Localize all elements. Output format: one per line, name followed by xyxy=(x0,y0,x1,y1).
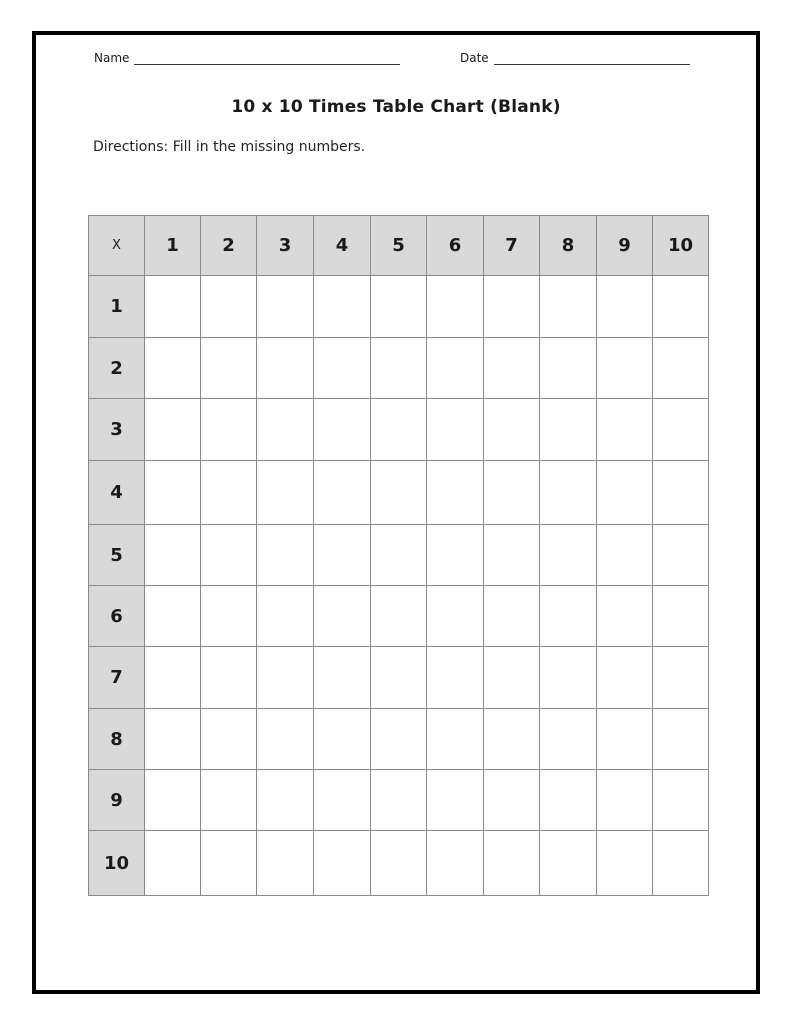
answer-cell[interactable] xyxy=(145,831,201,896)
answer-cell[interactable] xyxy=(257,276,314,338)
answer-cell[interactable] xyxy=(540,399,597,461)
answer-cell[interactable] xyxy=(257,831,314,896)
header-row xyxy=(89,216,709,276)
times-table-grid xyxy=(88,215,709,896)
answer-cell[interactable] xyxy=(257,525,314,586)
answer-cell[interactable] xyxy=(540,461,597,525)
answer-cell[interactable] xyxy=(484,461,540,525)
answer-cell[interactable] xyxy=(484,647,540,709)
table-row xyxy=(89,770,709,831)
answer-cell[interactable] xyxy=(597,770,653,831)
answer-cell[interactable] xyxy=(371,461,427,525)
answer-cell[interactable] xyxy=(201,586,257,647)
answer-cell[interactable] xyxy=(597,399,653,461)
row-header-2: 2 xyxy=(89,338,145,399)
table-row xyxy=(89,399,709,461)
answer-cell[interactable] xyxy=(201,461,257,525)
column-header-9: 9 xyxy=(597,216,653,276)
answer-cell[interactable] xyxy=(201,647,257,709)
answer-cell[interactable] xyxy=(484,338,540,399)
table-row xyxy=(89,338,709,399)
column-header-3: 3 xyxy=(257,216,314,276)
page-title: 10 x 10 Times Table Chart (Blank) xyxy=(231,97,561,117)
answer-cell[interactable] xyxy=(371,831,427,896)
answer-cell[interactable] xyxy=(201,831,257,896)
row-header-3: 3 xyxy=(89,399,145,461)
answer-cell[interactable] xyxy=(653,831,709,896)
answer-cell[interactable] xyxy=(371,399,427,461)
answer-cell[interactable] xyxy=(314,525,371,586)
table-row xyxy=(89,276,709,338)
table-row xyxy=(89,525,709,586)
answer-cell[interactable] xyxy=(427,525,484,586)
row-header-7: 7 xyxy=(89,647,145,709)
answer-cell[interactable] xyxy=(484,770,540,831)
answer-cell[interactable] xyxy=(201,276,257,338)
answer-cell[interactable] xyxy=(597,338,653,399)
answer-cell[interactable] xyxy=(145,709,201,770)
answer-cell[interactable] xyxy=(427,647,484,709)
column-header-10: 10 xyxy=(653,216,709,276)
name-line[interactable] xyxy=(134,52,400,65)
answer-cell[interactable] xyxy=(145,276,201,338)
answer-cell[interactable] xyxy=(145,461,201,525)
row-header-5: 5 xyxy=(89,525,145,586)
answer-cell[interactable] xyxy=(484,525,540,586)
answer-cell[interactable] xyxy=(314,399,371,461)
column-header-2: 2 xyxy=(201,216,257,276)
date-line[interactable] xyxy=(494,52,690,65)
table-row xyxy=(89,586,709,647)
answer-cell[interactable] xyxy=(201,525,257,586)
row-header-8: 8 xyxy=(89,709,145,770)
table-row xyxy=(89,647,709,709)
column-header-1: 1 xyxy=(145,216,201,276)
answer-cell[interactable] xyxy=(371,647,427,709)
answer-cell[interactable] xyxy=(145,338,201,399)
name-label: Name xyxy=(94,51,130,65)
answer-cell[interactable] xyxy=(653,709,709,770)
answer-cell[interactable] xyxy=(540,338,597,399)
answer-cell[interactable] xyxy=(597,831,653,896)
row-header-1: 1 xyxy=(89,276,145,338)
table-row xyxy=(89,461,709,525)
table-row xyxy=(89,831,709,896)
answer-cell[interactable] xyxy=(653,525,709,586)
answer-cell[interactable] xyxy=(145,586,201,647)
answer-cell[interactable] xyxy=(597,647,653,709)
answer-cell[interactable] xyxy=(540,709,597,770)
answer-cell[interactable] xyxy=(427,399,484,461)
answer-cell[interactable] xyxy=(314,586,371,647)
answer-cell[interactable] xyxy=(653,276,709,338)
answer-cell[interactable] xyxy=(427,831,484,896)
answer-cell[interactable] xyxy=(371,525,427,586)
answer-cell[interactable] xyxy=(371,709,427,770)
answer-cell[interactable] xyxy=(597,709,653,770)
column-header-4: 4 xyxy=(314,216,371,276)
answer-cell[interactable] xyxy=(145,525,201,586)
answer-cell[interactable] xyxy=(257,461,314,525)
answer-cell[interactable] xyxy=(314,831,371,896)
column-header-7: 7 xyxy=(484,216,540,276)
answer-cell[interactable] xyxy=(314,709,371,770)
answer-cell[interactable] xyxy=(540,770,597,831)
answer-cell[interactable] xyxy=(145,647,201,709)
answer-cell[interactable] xyxy=(427,276,484,338)
answer-cell[interactable] xyxy=(653,338,709,399)
answer-cell[interactable] xyxy=(597,586,653,647)
answer-cell[interactable] xyxy=(145,399,201,461)
answer-cell[interactable] xyxy=(484,586,540,647)
answer-cell[interactable] xyxy=(314,461,371,525)
answer-cell[interactable] xyxy=(145,770,201,831)
answer-cell[interactable] xyxy=(653,399,709,461)
answer-cell[interactable] xyxy=(371,586,427,647)
row-header-6: 6 xyxy=(89,586,145,647)
answer-cell[interactable] xyxy=(371,276,427,338)
answer-cell[interactable] xyxy=(427,338,484,399)
answer-cell[interactable] xyxy=(653,770,709,831)
answer-cell[interactable] xyxy=(201,338,257,399)
answer-cell[interactable] xyxy=(257,709,314,770)
table-row xyxy=(89,709,709,770)
answer-cell[interactable] xyxy=(540,831,597,896)
answer-cell[interactable] xyxy=(257,399,314,461)
answer-cell[interactable] xyxy=(540,276,597,338)
header-fields xyxy=(94,51,700,71)
column-header-5: 5 xyxy=(371,216,427,276)
answer-cell[interactable] xyxy=(540,586,597,647)
row-header-4: 4 xyxy=(89,461,145,525)
answer-cell[interactable] xyxy=(427,461,484,525)
answer-cell[interactable] xyxy=(257,586,314,647)
answer-cell[interactable] xyxy=(314,770,371,831)
answer-cell[interactable] xyxy=(653,461,709,525)
answer-cell[interactable] xyxy=(597,276,653,338)
answer-cell[interactable] xyxy=(371,770,427,831)
answer-cell[interactable] xyxy=(484,399,540,461)
date-field[interactable] xyxy=(460,51,690,65)
answer-cell[interactable] xyxy=(257,647,314,709)
answer-cell[interactable] xyxy=(540,525,597,586)
answer-cell[interactable] xyxy=(314,276,371,338)
row-header-9: 9 xyxy=(89,770,145,831)
answer-cell[interactable] xyxy=(540,647,597,709)
corner-cell: X xyxy=(89,216,145,276)
answer-cell[interactable] xyxy=(201,770,257,831)
answer-cell[interactable] xyxy=(653,647,709,709)
row-header-10: 10 xyxy=(89,831,145,896)
name-field[interactable] xyxy=(94,51,400,65)
answer-cell[interactable] xyxy=(314,647,371,709)
column-header-6: 6 xyxy=(427,216,484,276)
answer-cell[interactable] xyxy=(257,338,314,399)
answer-cell[interactable] xyxy=(597,461,653,525)
date-label: Date xyxy=(460,51,489,65)
answer-cell[interactable] xyxy=(201,709,257,770)
directions-text: Directions: Fill in the missing numbers. xyxy=(93,139,366,155)
answer-cell[interactable] xyxy=(257,770,314,831)
answer-cell[interactable] xyxy=(484,831,540,896)
answer-cell[interactable] xyxy=(427,770,484,831)
answer-cell[interactable] xyxy=(597,525,653,586)
answer-cell[interactable] xyxy=(653,586,709,647)
answer-cell[interactable] xyxy=(484,276,540,338)
column-header-8: 8 xyxy=(540,216,597,276)
worksheet-page xyxy=(32,31,760,994)
answer-cell[interactable] xyxy=(201,399,257,461)
answer-cell[interactable] xyxy=(371,338,427,399)
answer-cell[interactable] xyxy=(314,338,371,399)
answer-cell[interactable] xyxy=(427,586,484,647)
answer-cell[interactable] xyxy=(427,709,484,770)
answer-cell[interactable] xyxy=(484,709,540,770)
